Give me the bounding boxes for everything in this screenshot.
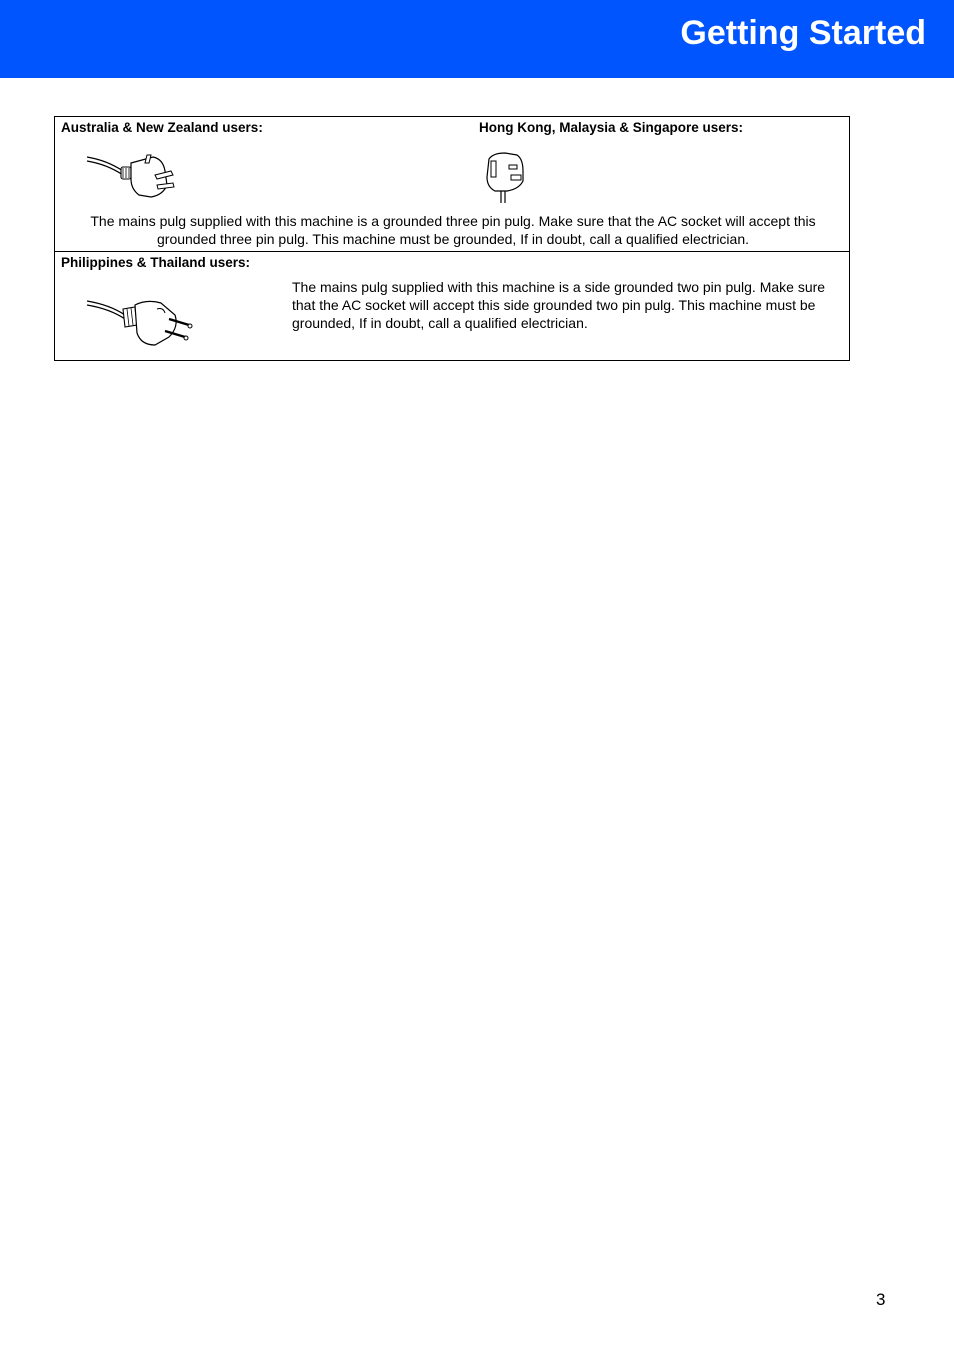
side-grounded-text: The mains pulg supplied with this machine is a side grounded two pin pulg. Make sure that the AC socket will accept this side grounded two pin pulg. This machine must be grounded, If in doubt, call a qualified electrician. [292, 279, 826, 331]
page-title: Getting Started [680, 14, 926, 52]
hk-my-sg-label: Hong Kong, Malaysia & Singapore users: [479, 120, 744, 135]
three-pin-plug-icon [85, 151, 179, 201]
grounded-three-pin-text: The mains pulg supplied with this machine is a grounded three pin pulg. Make sure that the AC socket will accept this grounded three pin pulg. This machine must be grounded, If in doubt, call a qualified electrician. [90, 213, 816, 247]
plug-info-table [54, 116, 850, 361]
side-grounded-plug-icon [85, 295, 195, 351]
page-number: 3 [876, 1290, 886, 1309]
ph-th-label: Philippines & Thailand users: [61, 255, 251, 270]
uk-plug-icon [483, 151, 529, 205]
row-divider [55, 251, 849, 252]
aus-nz-label: Australia & New Zealand users: [61, 120, 263, 135]
header-bar [0, 0, 954, 78]
